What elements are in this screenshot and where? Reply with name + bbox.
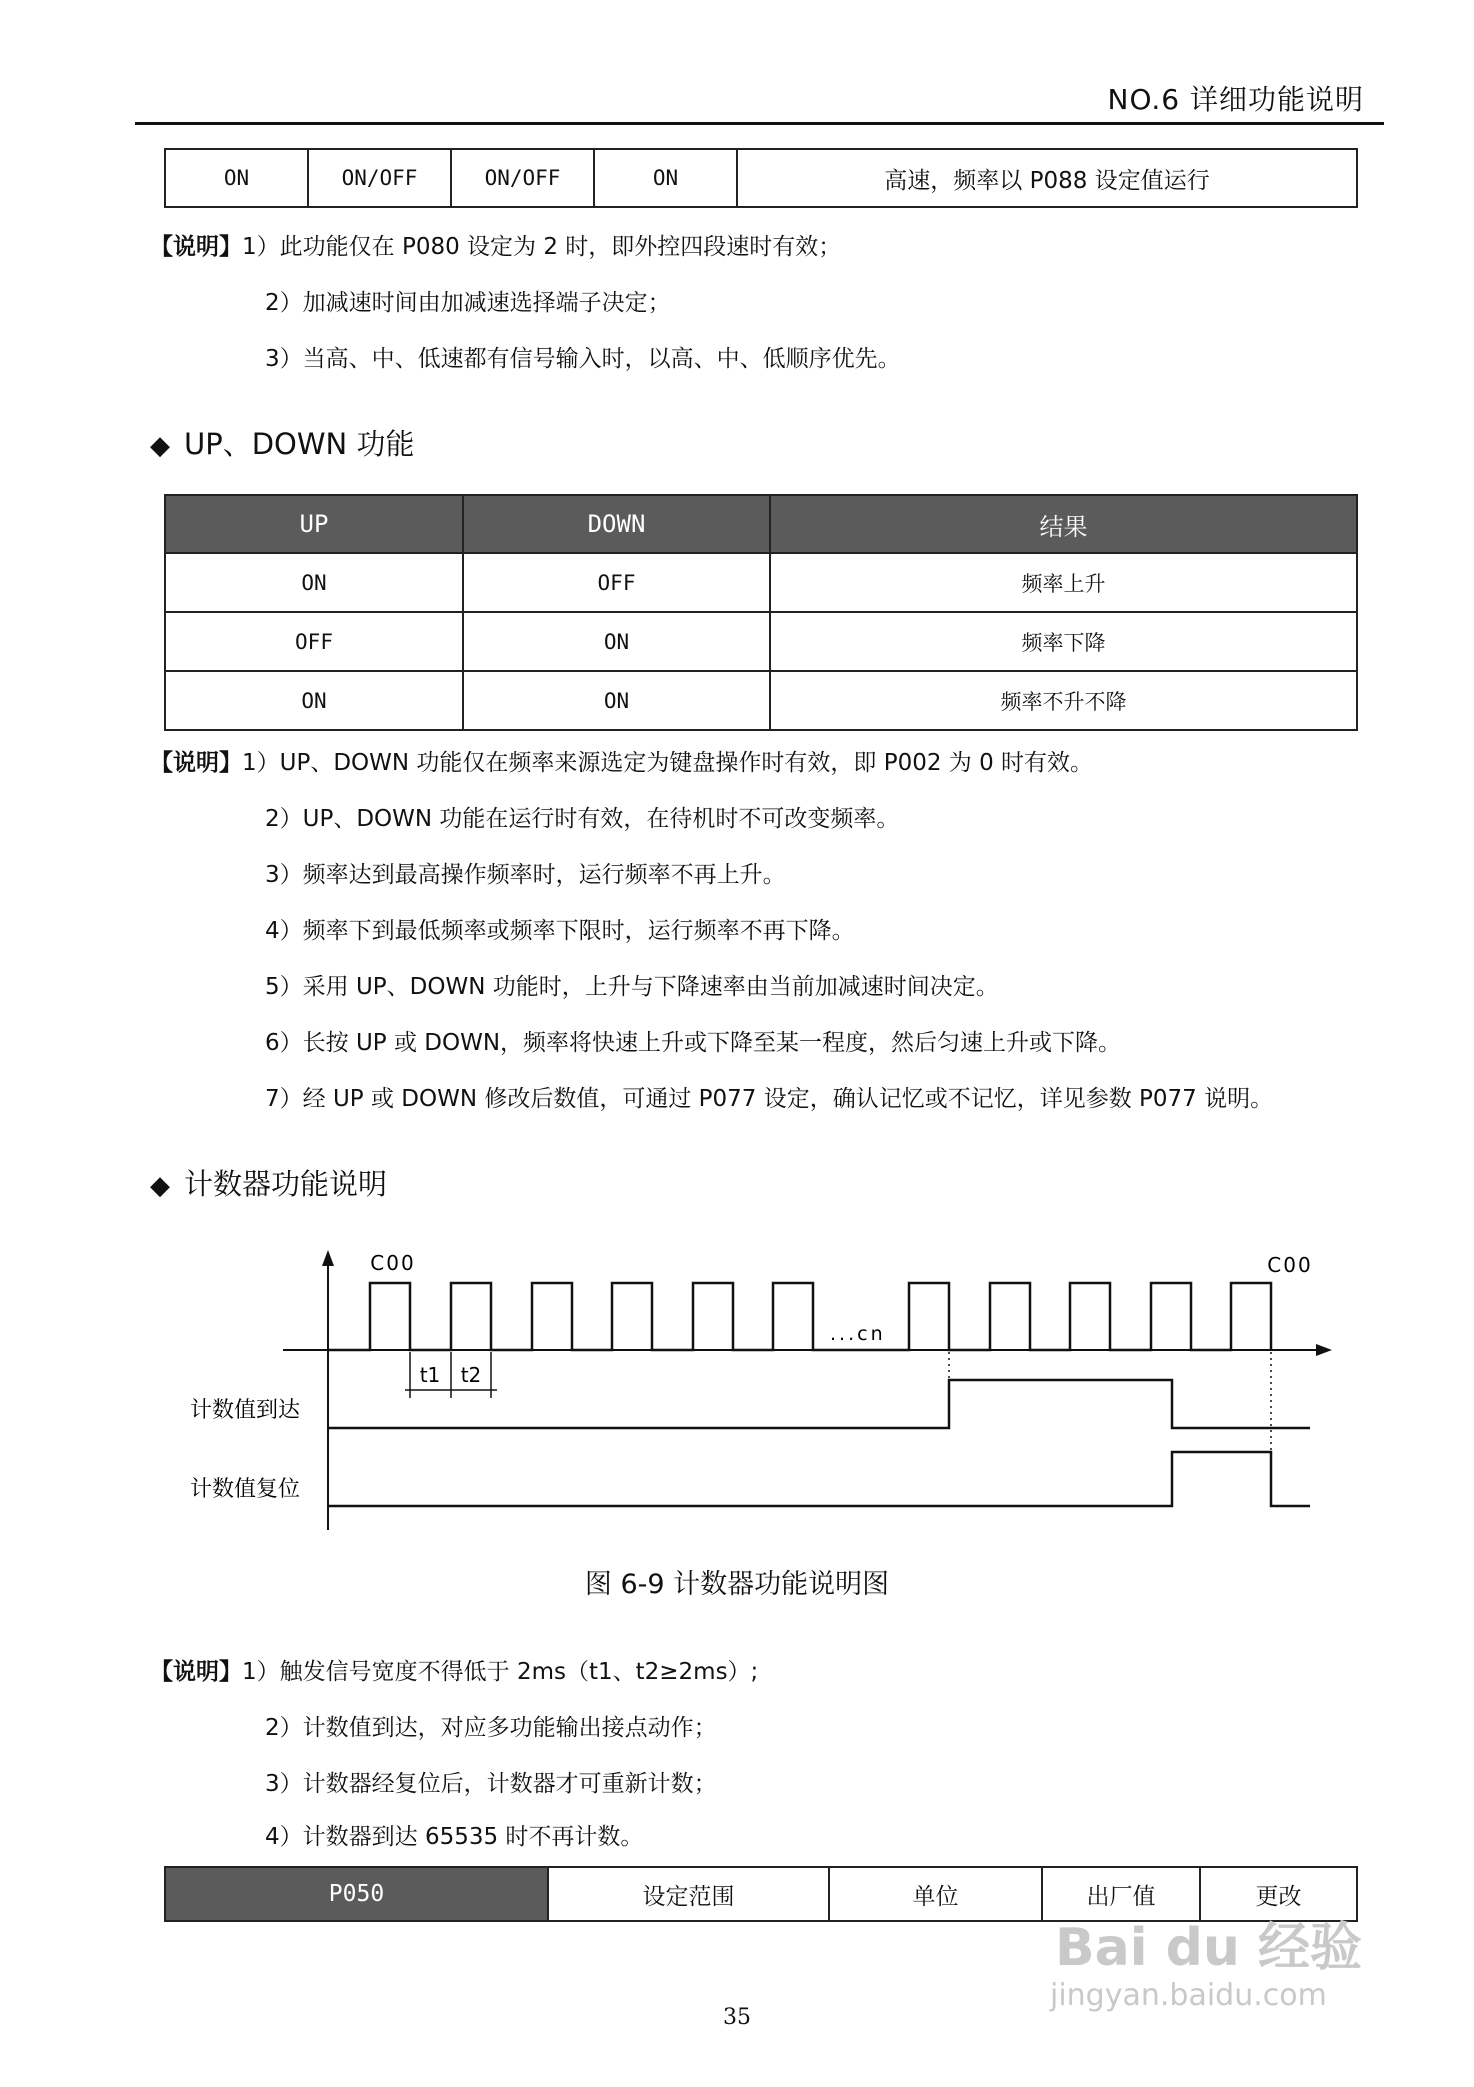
speed-table-tail — [164, 148, 1358, 208]
row-label-arrive: 计数值到达 — [190, 1398, 301, 1423]
note-block-2 — [150, 744, 1093, 777]
table-row — [165, 149, 1357, 207]
diamond-bullet-icon: ◆ — [150, 431, 170, 461]
table-cell: ON/OFF — [308, 149, 451, 207]
signal-count-reset — [328, 1452, 1310, 1506]
table-cell: 出厂值 — [1042, 1867, 1200, 1921]
page-number: 35 — [723, 2005, 751, 2030]
table-cell: 设定范围 — [548, 1867, 829, 1921]
note-item: 1）UP、DOWN 功能仅在频率来源选定为键盘操作时有效，即 P002 为 0 时有效。 — [242, 750, 1094, 776]
table-cell: ON — [594, 149, 737, 207]
row-label-reset: 计数值复位 — [190, 1477, 301, 1502]
table-row — [165, 612, 1357, 671]
figure-caption: 图 6-9 计数器功能说明图 — [584, 1569, 890, 1600]
y-axis-arrow-icon — [322, 1250, 334, 1266]
t2-label: t2 — [460, 1363, 482, 1387]
note-item: 1）此功能仅在 P080 设定为 2 时，即外控四段速时有效； — [242, 234, 842, 260]
note-block-1 — [150, 228, 841, 261]
pulse-train — [328, 1283, 1271, 1350]
param-code-cell: P050 — [165, 1867, 548, 1921]
watermark-brand: Bai du 经验 — [1055, 1918, 1362, 1978]
watermark-url: jingyan.baidu.com — [1050, 1978, 1327, 2013]
table-cell: 频率上升 — [770, 553, 1357, 612]
table-row — [165, 671, 1357, 730]
table-cell: 高速，频率以 P088 设定值运行 — [737, 149, 1357, 207]
section-title: UP、DOWN 功能 — [184, 427, 415, 461]
table-cell: ON — [463, 671, 770, 730]
section-title: 计数器功能说明 — [184, 1167, 388, 1201]
table-cell: OFF — [165, 612, 463, 671]
chapter-title: NO.6 详细功能说明 — [1107, 83, 1364, 116]
column-header: UP — [165, 495, 463, 553]
note-item: 4）计数器到达 65535 时不再计数。 — [265, 1824, 644, 1850]
note-item: 3）当高、中、低速都有信号输入时，以高、中、低顺序优先。 — [265, 346, 901, 372]
column-header: DOWN — [463, 495, 770, 553]
note-tag: 【说明】 — [150, 750, 242, 776]
table-cell: 单位 — [829, 1867, 1042, 1921]
table-cell: ON — [165, 149, 308, 207]
note-item: 4）频率下到最低频率或频率下限时，运行频率不再下降。 — [265, 918, 855, 944]
updown-table — [164, 494, 1358, 731]
note-item: 3）频率达到最高操作频率时，运行频率不再上升。 — [265, 862, 786, 888]
note-block-3 — [150, 1653, 758, 1686]
note-item: 2）计数值到达，对应多功能输出接点动作； — [265, 1715, 717, 1741]
table-header-row — [165, 495, 1357, 553]
label-start: C00 — [370, 1251, 416, 1275]
note-item: 6）长按 UP 或 DOWN，频率将快速上升或下降至某一程度，然后匀速上升或下降。 — [265, 1030, 1122, 1056]
label-end: C00 — [1267, 1253, 1313, 1277]
table-cell: ON — [463, 612, 770, 671]
note-tag: 【说明】 — [150, 1659, 242, 1685]
table-cell: 更改 — [1200, 1867, 1357, 1921]
header-rule — [135, 122, 1384, 125]
ellipsis-label: ...cn — [830, 1323, 886, 1345]
counter-timing-diagram — [0, 1240, 1474, 1540]
table-cell: ON — [165, 671, 463, 730]
note-item: 2）UP、DOWN 功能在运行时有效，在待机时不可改变频率。 — [265, 806, 900, 832]
table-cell: 频率不升不降 — [770, 671, 1357, 730]
section-heading-counter — [150, 1162, 387, 1203]
note-tag: 【说明】 — [150, 234, 242, 260]
note-item: 5）采用 UP、DOWN 功能时，上升与下降速率由当前加减速时间决定。 — [265, 974, 999, 1000]
section-heading-updown — [150, 422, 414, 463]
note-item: 3）计数器经复位后，计数器才可重新计数； — [265, 1771, 717, 1797]
note-item: 7）经 UP 或 DOWN 修改后数值，可通过 P077 设定，确认记忆或不记忆，详见参数 P077 说明。 — [265, 1086, 1274, 1112]
signal-count-reached — [328, 1380, 1310, 1428]
table-cell: OFF — [463, 553, 770, 612]
table-cell: ON — [165, 553, 463, 612]
note-item: 2）加减速时间由加减速选择端子决定； — [265, 290, 671, 316]
table-cell: ON/OFF — [451, 149, 594, 207]
column-header: 结果 — [770, 495, 1357, 553]
note-item: 1）触发信号宽度不得低于 2ms（t1、t2≥2ms）; — [242, 1659, 759, 1685]
table-row — [165, 553, 1357, 612]
t1-label: t1 — [419, 1363, 441, 1387]
x-axis-arrow-icon — [1316, 1344, 1332, 1356]
table-cell: 频率下降 — [770, 612, 1357, 671]
diamond-bullet-icon: ◆ — [150, 1171, 170, 1201]
